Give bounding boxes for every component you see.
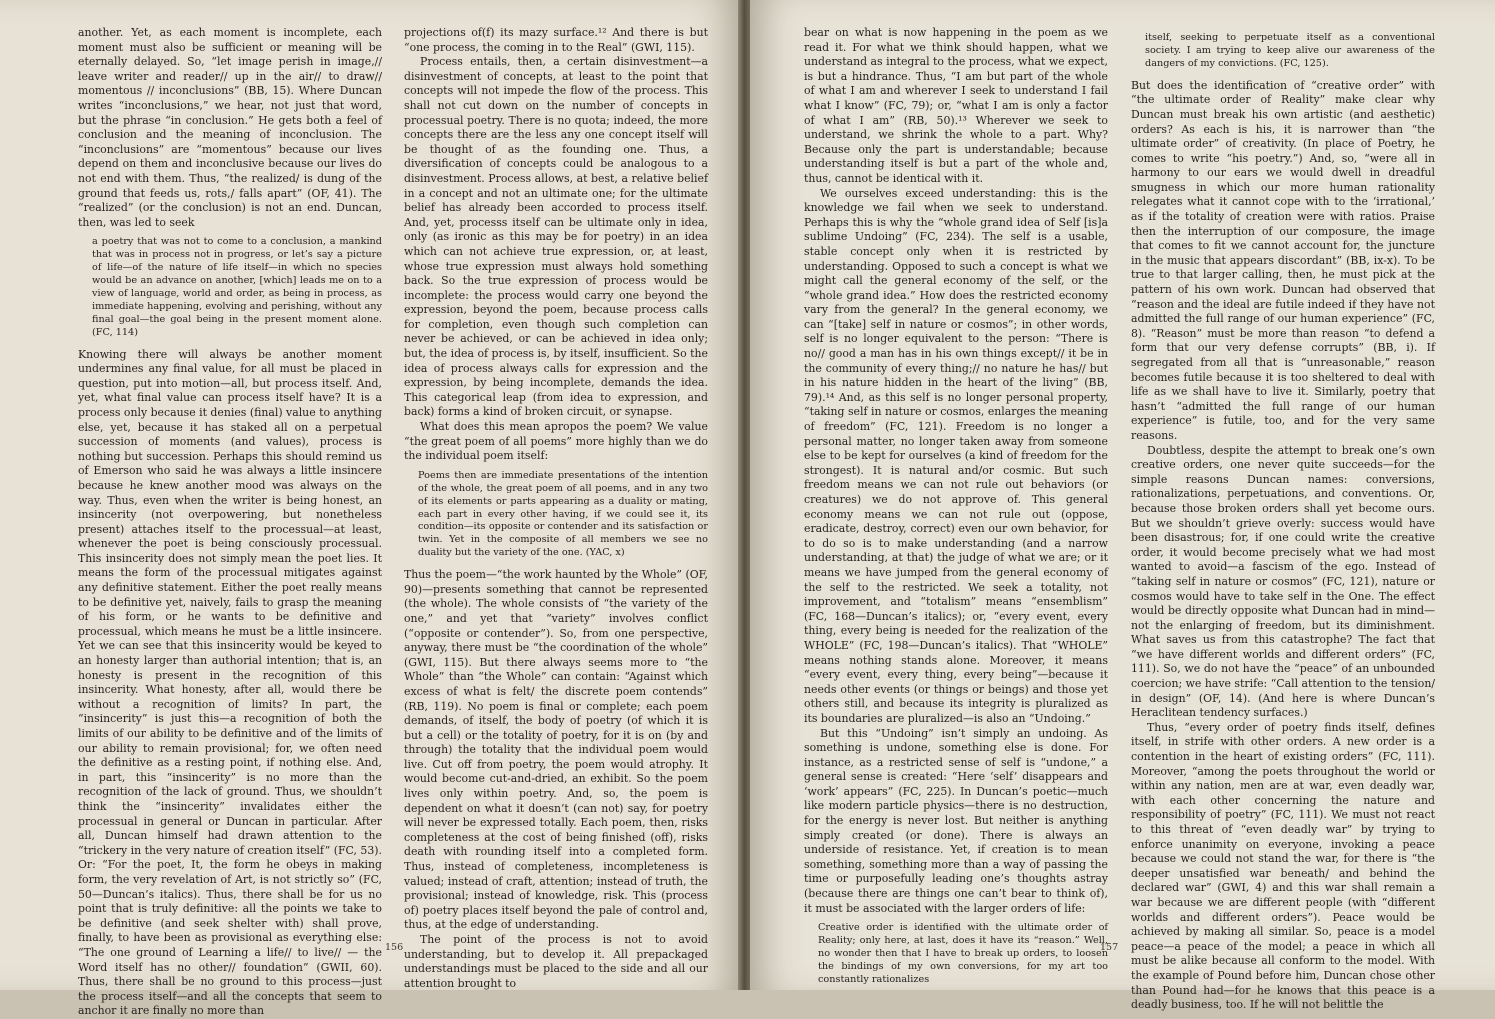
paragraph: Thus, “every order of poetry finds itself, defines itself, in strife with other orders. A new order is a contention in the heart of existing orders” (FC, 111). Moreover, “among the poets throughout the world or within any nation, men are at war, even deadly war, with each other concerning the nature and responsibility of poetry” (FC, 111). We must not react to this threat of “even deadly war” by trying to enforce unanimity on everyone, invoking a peace because we could not stand the war, for there is “the deeper unsatisfied war beneath/ and behind the declared war” (GWI, 4) and this war shall remain a war because we are different people (with “different worlds and different orders”). Peace would be achieved by making all similar. So, peace is a model peace—a peace of the model; a peace in which all must be alike because all conform to the model. With the example of Pound before him, Duncan chose other than Pound had—for he knows that this peace is a deadly business, too. If he will not belittle the (1131, 720, 1435, 1012)
paragraph: Process entails, then, a certain disinvestment—a disinvestment of concepts, at least to the point that concepts will not impede the flow of the process. This shall not cut down on the number of concepts in processual poetry. There is no quota; indeed, the more concepts there are the less any one concept itself will be thought of as the founding one. Thus, a diversification of concepts could be analogous to a disinvestment. Process allows, at best, a relative belief in a concept and not an ultimate one; for the ultimate belief has already been accorded to process itself. And, yet, processs itself can be ultimate only in idea, only (as ironic as this may be for poetry) in an idea which can not achieve true expression, or, at least, whose true expression must always hold something back. So the true expression of process would be incomplete: the process would carry one beyond the expression, beyond the poem, because process calls for completion, even though such completion can never be achieved, or can be achieved in idea only; but, the idea of process is, by itself, insufficient. So the idea of process always calls for expression and the expression, by being incomplete, demands the idea. This categorical leap (from idea to expression, and back) forms a kind of broken circuit, or synapse. (404, 55, 708, 419)
paragraph: But this “Undoing” isn’t simply an undoing. As something is undone, something else is done. For instance, as a restricted sense of self is “undone,” a general sense is created: “Here ‘self’ disappears and ‘work’ appears” (FC, 225). In Duncan’s poetic—much like modern particle physics—there is no destruction, for the energy is never lost. But neither is anything simply created (or done). There is always an underside of resistance. Yet, if creation is to mean something, something more than a way of passing the time or purposefully leading one’s thoughts astray (because there are things one can’t bear to think of), it must be associated with the larger orders of life: (804, 726, 1108, 915)
right-page-column-2 (1131, 26, 1435, 1012)
block-quote: Creative order is identified with the ultimate order of Reality; only here, at last, does it have its “reason.” Well, no wonder then that I have to break up orders, to loosen the bindings of my own conversions, for my art too constantly rationalizes (818, 922, 1108, 985)
paragraph: Knowing there will always be another moment undermines any final value, for all must be placed in question, put into motion—all, but process itself. And, yet, what final value can process itself have? It is a process only because it denies (final) value to anything else, yet, because it has staked all on a perpetual succession of moments (and values), process is nothing but succession. Perhaps this should remind us of Emerson who said he was always a little insincere because he knew another mood was always on the way. Thus, even when the writer is being honest, an insincerity (not overpowering, but nonetheless present) attaches itself to the processual—at least, whenever the poet is being consciously processual. This insincerity does not simply mean the poet lies. It means the form of the processual mitigates against any definitive statement. Either the poet really means to be definitive yet, naively, fails to grasp the meaning of his form, or he wants to be definitive and processual, which means he must be a little insincere. Yet we can see that this insincerity would be keyed to an honesty larger than authorial intention; that is, an honesty is present in the recognition of this insincerity. What honesty, after all, would there be without a recognition of limits? In part, the “insincerity” is just this—a recognition of both the limits of our ability to be definitive and of the limits of our ability to remain provisional; for, we often need the definitive as a resting point, if nothing else. And, in part, this “insincerity” is no more than the recognition of the lack of ground. Thus, we shouldn’t think the “insincerity” invalidates either the processual in general or Duncan in particular. After all, Duncan himself had drawn attention to the “trickery in the very nature of creation itself” (FC, 53). Or: “For the poet, It, the form he obeys in making form, the very revelation of Art, is not strictly so” (FC, 50—Duncan’s italics). Thus, there shall be for us no point that is truly definitive: all the points we take to be definitive (and seek shelter with) shall prove, finally, to have been as provisional as everything else: “The one ground of Learning a life// to live// — the Word itself has no other// foundation” (GWII, 60). Thus, there shall be no ground to this process—just the process itself—and all the concepts that seem to anchor it are finally no more than (78, 347, 383, 1018)
paragraph: We ourselves exceed understanding: this is the knowledge we fail when we seek to understand. Perhaps this is why the “whole grand idea of Self [is]a sublime Undoing” (FC, 234). The self is a usable, stable concept only when it is restricted by understanding. Opposed to such a concept is what we might call the general economy of the self, or the “whole grand idea.” How does the restricted economy vary from the general? In the general economy, we can “[take] self in nature or cosmos”; in other words, self is no longer equivalent to the person: “There is no// good a man has in his own things except// it be in the community of every thing;// no nature he has// but in his nature hidden in the heart of the living” (BB, 79).¹⁴ And, as this self is no longer personal property, “taking self in nature or cosmos, enlarges the meaning of freedom” (FC, 121). Freedom is no longer a personal matter, no longer taken away from someone else to be kept for ourselves (a kind of freedom for the strongest). It is natural and/or cosmic. But such freedom means we can not rule out behaviors (or creatures) we do not approve of. This general economy means we can not rule out (oppose, eradicate, destroy, correct) even our own behavior, for to do so is to make understanding (and a narrow understanding, at that) the judge of what we are; or it means we have jumped from the general economy of the self to the restricted. We seek a totality, not improvement, and “totalism” means “ensemblism” (FC, 168—Duncan’s italics); or, “every event, every thing, every being is needed for the realization of the WHOLE” (FC, 198—Duncan’s italics). That “WHOLE” means nothing stands alone. Moreover, it means “every event, every thing, every being”—because it needs other events (or things or beings) and those yet others still, and because its integrity is pluralized as its boundaries are pluralized—is also an “Undoing.” (804, 186, 1108, 725)
block-quote: Poems then are immediate presentations of the intention of the whole, the great poem of all poems, and in any two of its elements or parts appearing as a duality or mating, each part in every other having, if we could see it, its condition—its opposite or contender and its satisfaction or twin. Yet in the composite of all members we see no duality but the variety of the one. (YAC, x) (418, 469, 708, 559)
left-page-column-1 (78, 26, 383, 1018)
paragraph: projections of(f) its mazy surface.¹² And there is but “one process, the coming in to the Real” (GWI, 115). (404, 26, 708, 54)
paragraph: Thus the poem—“the work haunted by the Whole” (OF, 90)—presents something that cannot be represented (the whole). The whole consists of “the variety of the one,” and yet that “variety” involves conflict (“opposite or contender”). So, from one perspective, anyway, there must be “the coordination of the whole” (GWI, 115). But there always seems more to “the Whole” than “the Whole” can contain: “Against which excess of what is felt/ the discrete poem contends” (RB, 119). No poem is final or complete; each poem demands, of itself, the body of poetry (of which it is but a cell) or the totality of poetry, for it is on (by and through) the totality that the individual poem would live. Cut off from poetry, the poem would atrophy. It would become cut-and-dried, an exhibit. So the poem lives only within poetry. And, so, the poem is dependent on what it doesn’t (can not) say, for poetry will never be expressed totally. Each poem, then, risks completeness at the cost of being finished (off), risks death with rounding itself into a completed form. Thus, instead of completeness, incompleteness is valued; instead of craft, attention; instead of truth, the provisional; instead of knowledge, risk. This (process of) poetry places itself beyond the pale of control and, thus, at the edge of understanding. (404, 568, 708, 932)
page-number-left: 156 (385, 942, 404, 953)
left-page (0, 0, 740, 1018)
right-page-column-1 (804, 26, 1108, 985)
block-quote: a poetry that was not to come to a conclusion, a mankind that was in process not in progress, or let’s say a picture of life—of the nature of life itself—in which no species would be an advance on another, [which] leads me on to a view of language, world and order, as being in process, as immediate happening, evolving and perishing, without any final goal—the goal being in the present moment alone. (FC, 114) (92, 236, 382, 338)
paragraph: bear on what is now happening in the poem as we read it. For what we think should happen, what we understand as integral to the process, what we expect, is but a hindrance. Thus, “I am but part of the whole of what I am and wherever I seek to understand I fail what I know” (FC, 79); or, “what I am is only a factor of what I am” (RB, 50).¹³ Wherever we seek to understand, we shrink the whole to a part. Why? Because only the part is understandable; because understanding itself is but a part of the whole and, thus, cannot be identical with it. (804, 26, 1108, 185)
page-number-right: 157 (1100, 942, 1119, 953)
paragraph: What does this mean apropos the poem? We value “the great poem of all poems” more highly than we do the individual poem itself: (404, 420, 708, 463)
right-page (750, 0, 1495, 1012)
block-quote: itself, seeking to perpetuate itself as a conventional society. I am trying to keep alive our awareness of the dangers of my convictions. (FC, 125). (1145, 32, 1435, 69)
paragraph: another. Yet, as each moment is incomplete, each moment must also be sufficient or meaning will be eternally delayed. So, “let image perish in image,// leave writer and reader// up in the air// to draw// momentous // inconclusions” (BB, 15). Where Duncan writes “inconclusions,” we hear, not just that word, but the phrase “in conclusion.” He gets both a feel of conclusion and the meaning of inconclusion. The “inconclusions” are “momentous” because our lives depend on them and inconclusive because our lives do not end with them. Thus, “the realized/ is dung of the ground that feeds us, rots,/ falls apart” (OF, 41). The “realized” (or the conclusion) is not an end. Duncan, then, was led to seek (78, 26, 382, 229)
paragraph: The point of the process is not to avoid understanding, but to develop it. All prepackaged understandings must be placed to the side and all our attention brought to (404, 933, 708, 990)
left-page-column-2 (404, 26, 708, 990)
paragraph: But does the identification of “creative order” with “the ultimate order of Reality” make clear why Duncan must break his own artistic (and aesthetic) orders? As each is his, it is narrower than “the ultimate order” of creativity. (In place of Poetry, he comes to write “his poetry.”) And, so, “were all in harmony to our ears we would dwell in dreadful smugness in which our more human rationality relegates what it cannot cope with to the ‘irrational,’ as if the totality of creation were with ratios. Praise then the interruption of our composure, the image that comes to fit we cannot account for, the juncture in the music that appears discordant” (BB, ix-x). To be true to that larger calling, then, he must pick at the pattern of his own work. Duncan had observed that “reason and the ideal are futile indeed if they have not admitted the full range of our human experience” (FC, 8). “Reason” must be more than reason “to defend a form that our very defense corrupts” (BB, i). If segregated from all that is “unreasonable,” reason becomes futile because it is too sheltered to deal with life as we shall have to live it. Similarly, poetry that hasn’t “admitted the full range of our human experience” is futile, too, and for the very same reasons. (1131, 78, 1435, 442)
paragraph: Doubtless, despite the attempt to break one’s own creative orders, one never quite succeeds—for the simple reasons Duncan names: conversions, rationalizations, perpetuations, and conventions. Or, because those broken orders shall yet become ours. But we shouldn’t grieve overly: success would have been disastrous; for, if one could write the creative order, it would become precisely what we had most wanted to avoid—a fascism of the ego. Instead of “taking self in nature or cosmos” (FC, 121), nature or cosmos would have to take self in the One. The effect would be directly opposite what Duncan had in mind—not the enlarging of freedom, but its diminishment. What saves us from this catastrophe? The fact that “we have different worlds and different orders” (FC, 111). So, we do not have the “peace” of an unbounded coercion; we have strife: “Call attention to the tension/ in design” (OF, 14). (And here is where Duncan’s Heraclitean tendency surfaces.) (1131, 443, 1435, 720)
